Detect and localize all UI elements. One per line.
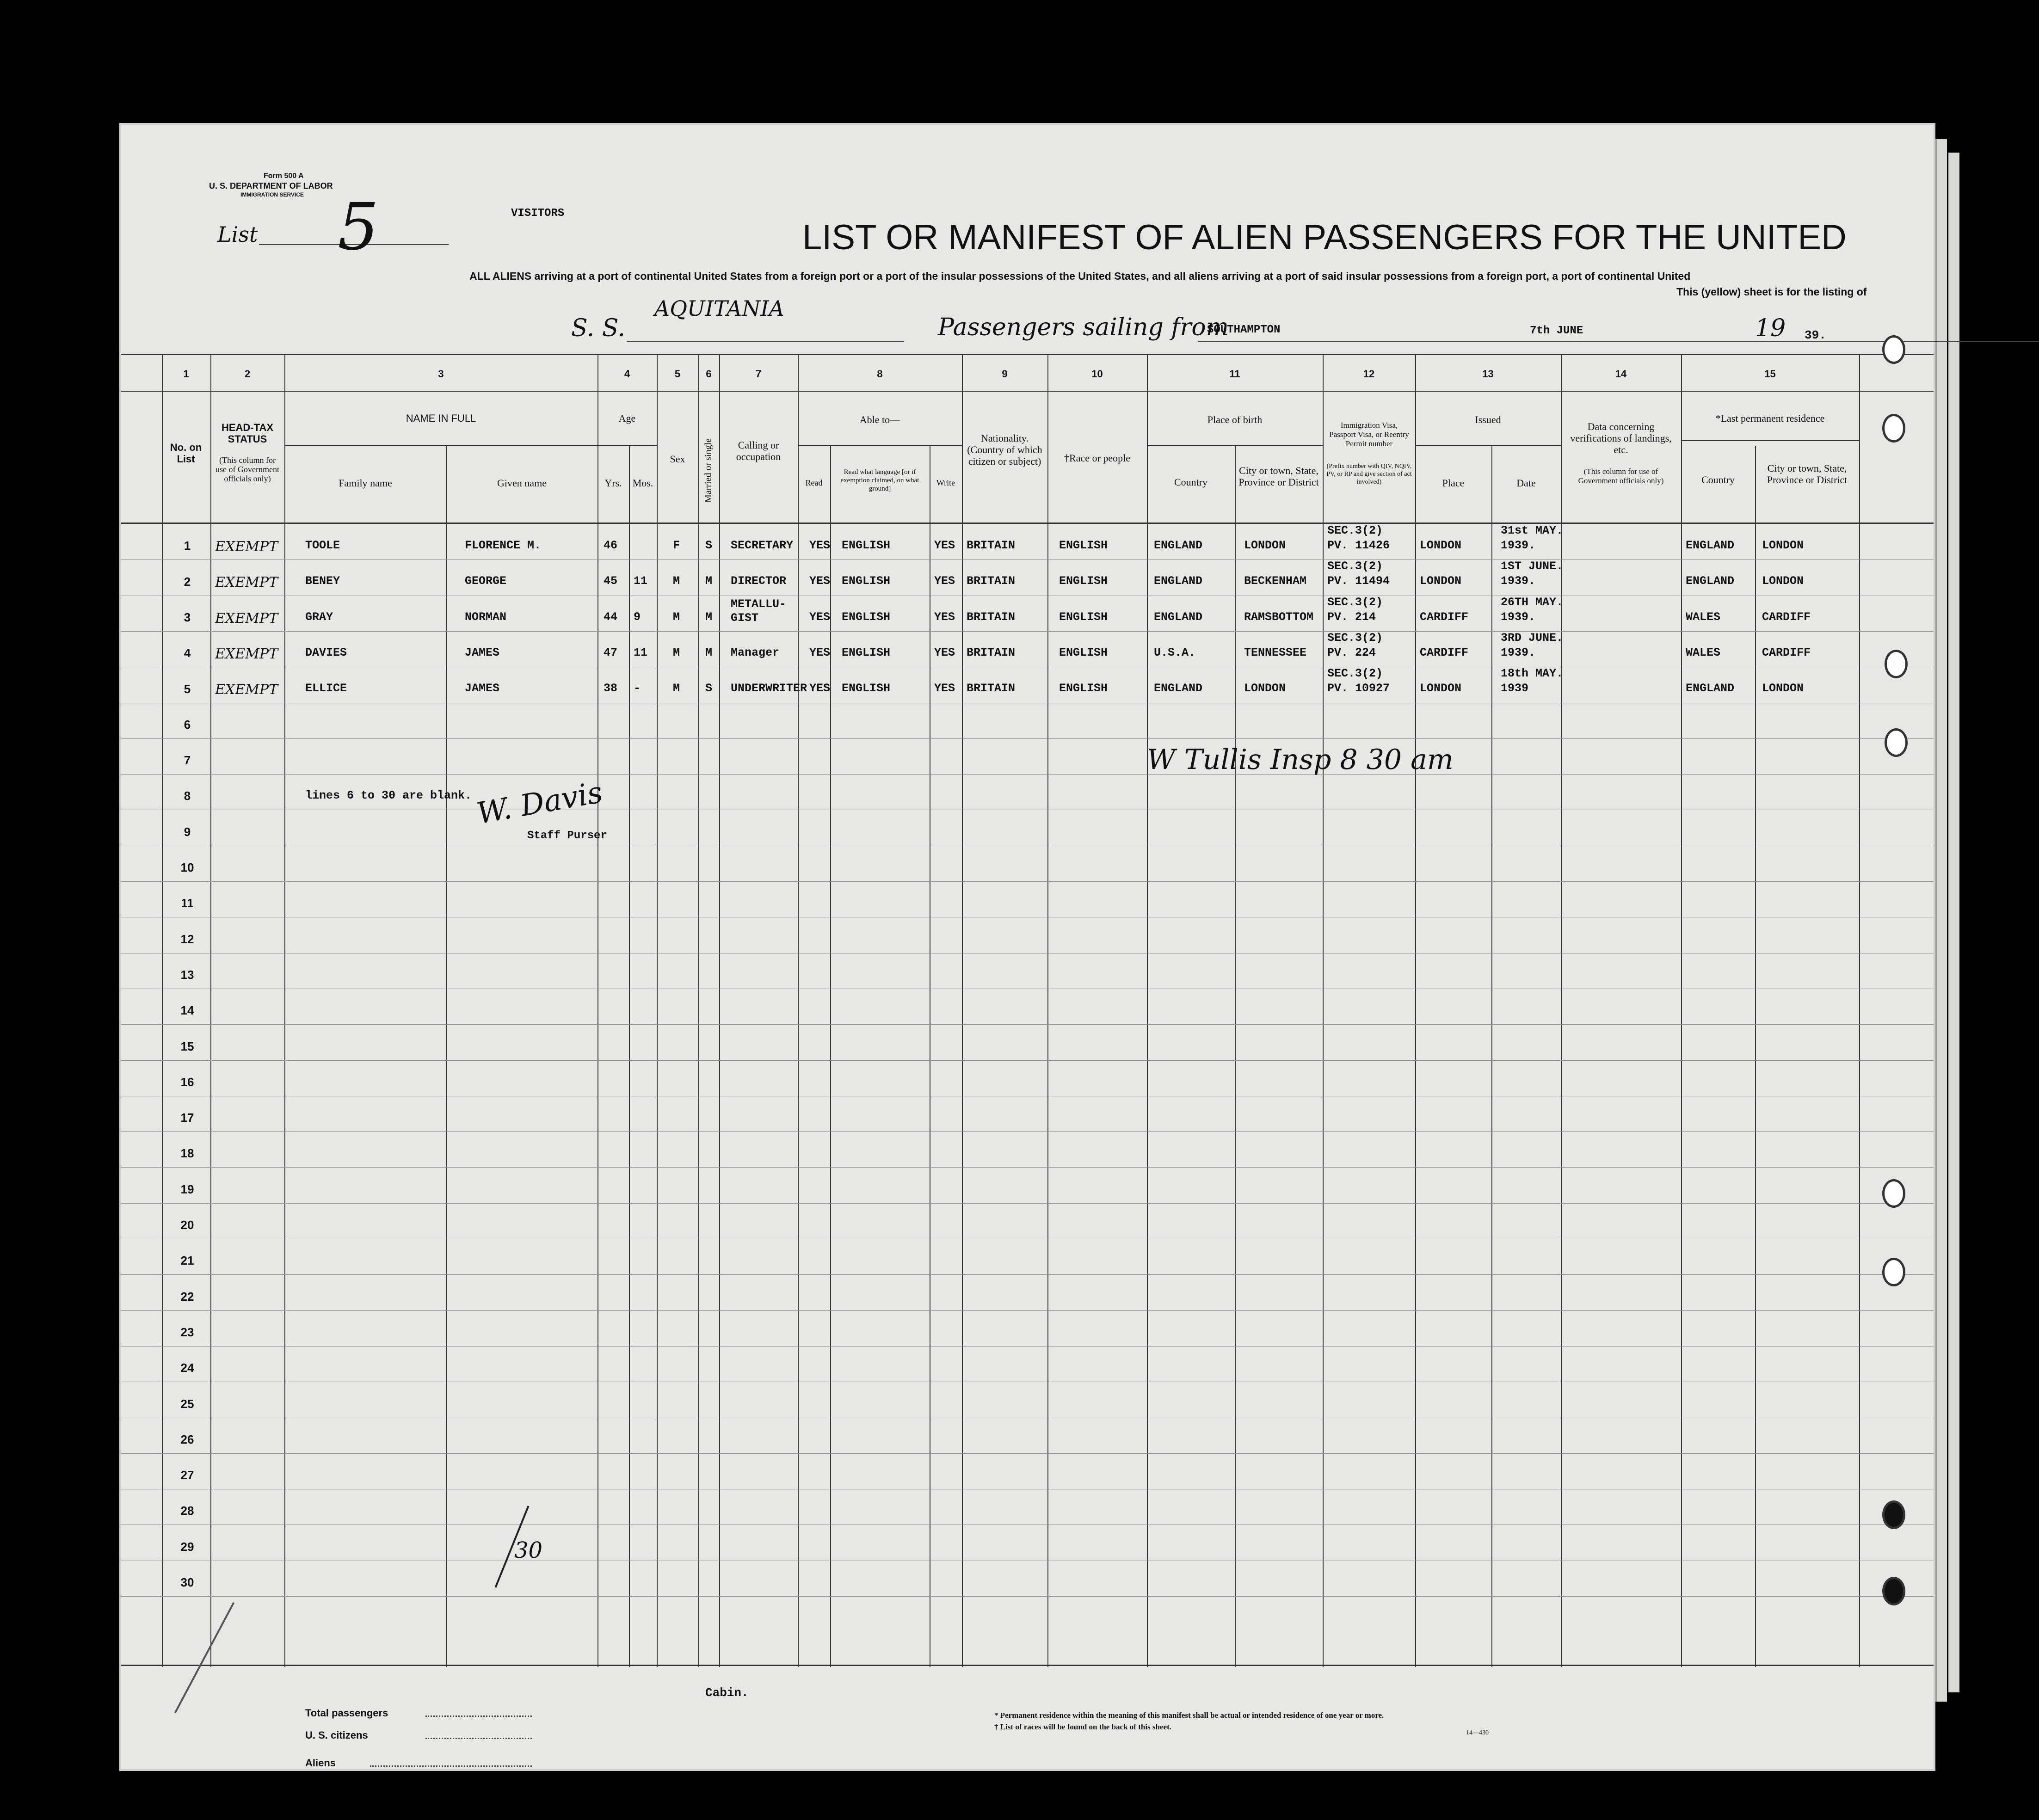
occupation: Manager xyxy=(731,646,780,659)
age-months: 9 xyxy=(634,610,641,624)
column-divider xyxy=(446,446,447,1667)
class-label: VISITORS xyxy=(511,207,565,220)
row-line xyxy=(121,1024,1934,1025)
column-number: 3 xyxy=(438,368,444,380)
column-divider xyxy=(162,354,163,1667)
row-line xyxy=(121,1167,1934,1168)
row-line xyxy=(121,1596,1934,1597)
nationality: BRITAIN xyxy=(967,539,1016,552)
header-no-on-list: No. on List xyxy=(170,442,202,465)
line-number: 21 xyxy=(180,1254,194,1268)
column-number: 1 xyxy=(183,368,189,380)
row-line xyxy=(121,774,1934,775)
footer-note-residence: * Permanent residence within the meaning of this manifest shall be actual or intended residence of one year or more. xyxy=(994,1711,1384,1720)
line-number: 2 xyxy=(184,574,191,589)
family-name: GRAY xyxy=(305,610,333,624)
line-number: 4 xyxy=(184,646,191,660)
header-name-in-full: NAME IN FULL xyxy=(406,412,476,424)
footer-total-line xyxy=(425,1715,532,1717)
subheader-rule xyxy=(798,445,962,446)
residence-country: ENGLAND xyxy=(1686,539,1735,552)
row-line xyxy=(121,631,1934,632)
residence-country: WALES xyxy=(1686,610,1721,624)
age-months: 11 xyxy=(634,574,648,588)
line-number: 25 xyxy=(180,1396,194,1411)
birth-country: ENGLAND xyxy=(1154,574,1203,588)
can-write: YES xyxy=(934,539,955,552)
department-label: U. S. DEPARTMENT OF LABOR xyxy=(209,181,333,191)
header-family-name: Family name xyxy=(339,477,392,489)
residence-city: LONDON xyxy=(1762,682,1804,695)
header-place-of-birth: Place of birth xyxy=(1207,414,1263,425)
header-visa: Immigration Visa, Passport Visa, or Reentry Permit number xyxy=(1329,421,1409,448)
can-read: YES xyxy=(809,539,831,552)
residence-city: CARDIFF xyxy=(1762,610,1811,624)
header-yrs: Yrs. xyxy=(604,477,622,489)
residence-city: CARDIFF xyxy=(1762,646,1811,659)
column-divider xyxy=(1147,354,1148,1667)
ship-name: AQUITANIA xyxy=(654,296,784,321)
header-able-to: Able to— xyxy=(859,414,900,425)
age-years: 44 xyxy=(604,610,618,624)
header-issued: Issued xyxy=(1475,414,1501,425)
header-data-concerning: Data concerning verifications of landings, etc. xyxy=(1570,421,1672,455)
year-suffix: 39. xyxy=(1805,328,1826,342)
header-nationality: Nationality. (Country of which citizen or subject) xyxy=(967,432,1042,467)
residence-country: ENGLAND xyxy=(1686,682,1735,695)
birth-city: LONDON xyxy=(1244,539,1286,552)
header-calling: Calling or occupation xyxy=(736,439,781,462)
line-number: 7 xyxy=(184,753,191,768)
line-number: 8 xyxy=(184,789,191,803)
column-number: 4 xyxy=(624,368,630,380)
can-read: YES xyxy=(809,574,831,588)
subheader-rule xyxy=(1415,445,1561,446)
issued-date: 26TH MAY. xyxy=(1501,595,1564,609)
line-number: 20 xyxy=(180,1218,194,1232)
column-divider xyxy=(1323,354,1324,1667)
purser-title: Staff Purser xyxy=(527,830,607,842)
issued-year: 1939. xyxy=(1501,574,1536,588)
subheader-rule xyxy=(1147,445,1323,446)
header-last-residence: *Last permanent residence xyxy=(1715,412,1825,424)
subheader-rule xyxy=(284,445,598,446)
line-number: 6 xyxy=(184,717,191,732)
line-number: 13 xyxy=(180,967,194,982)
column-divider xyxy=(830,446,831,1667)
line-number: 9 xyxy=(184,824,191,839)
footer-citizens-line xyxy=(425,1738,532,1739)
family-name: DAVIES xyxy=(305,646,347,659)
binding-hole xyxy=(1882,1179,1905,1208)
line-number: 19 xyxy=(180,1182,194,1196)
issued-date: 31st MAY. xyxy=(1501,524,1564,537)
sex: M xyxy=(673,682,680,695)
column-number: 8 xyxy=(877,368,883,380)
header-age: Age xyxy=(618,412,636,424)
column-number: 11 xyxy=(1229,368,1240,380)
header-city: City or town, State, Province or District xyxy=(1238,465,1319,488)
residence-country: ENGLAND xyxy=(1686,574,1735,588)
column-divider xyxy=(1681,354,1682,1667)
family-name: ELLICE xyxy=(305,682,347,695)
head-tax-status: EXEMPT xyxy=(215,610,278,627)
age-years: 46 xyxy=(604,539,618,552)
issued-year: 1939. xyxy=(1501,539,1536,552)
column-number: 12 xyxy=(1363,368,1375,380)
binding-hole xyxy=(1882,1577,1905,1605)
row-line xyxy=(121,1274,1934,1275)
header-head-tax-note: (This column for use of Government officials only) xyxy=(216,455,279,483)
given-name: GEORGE xyxy=(465,574,507,588)
age-years: 38 xyxy=(604,682,618,695)
port-underline xyxy=(1198,341,2039,342)
ship-underline xyxy=(627,341,904,342)
issued-place: LONDON xyxy=(1420,539,1462,552)
birth-country: ENGLAND xyxy=(1154,539,1203,552)
manifest-subtitle-2: This (yellow) sheet is for the listing of xyxy=(1676,286,1867,298)
ss-label: S. S. xyxy=(571,314,626,342)
visa-number: PV. 10927 xyxy=(1327,682,1390,695)
read-language: ENGLISH xyxy=(842,610,891,624)
header-country: Country xyxy=(1174,476,1208,488)
header-mos: Mos. xyxy=(632,477,653,489)
married-status: M xyxy=(705,574,713,588)
binding-hole xyxy=(1882,1258,1905,1286)
can-write: YES xyxy=(934,610,955,624)
footer-note-races: † List of races will be found on the back of this sheet. xyxy=(994,1722,1171,1731)
residence-city: LONDON xyxy=(1762,539,1804,552)
sex: F xyxy=(673,539,680,552)
head-tax-status: EXEMPT xyxy=(215,682,278,698)
race: ENGLISH xyxy=(1059,574,1108,588)
married-status: S xyxy=(705,682,713,695)
column-divider xyxy=(1859,354,1860,1667)
row-line xyxy=(121,881,1934,882)
married-status: M xyxy=(705,610,713,624)
issued-place: LONDON xyxy=(1420,574,1462,588)
list-number: 5 xyxy=(338,190,379,265)
column-divider xyxy=(1755,446,1756,1667)
occupation: DIRECTOR xyxy=(731,574,787,588)
can-read: YES xyxy=(809,610,831,624)
column-divider xyxy=(1415,354,1416,1667)
blank-lines-note: lines 6 to 30 are blank. xyxy=(305,789,472,802)
header-write: Write xyxy=(936,478,955,487)
visa-number: PV. 11426 xyxy=(1327,539,1390,552)
manifest-title: LIST OR MANIFEST OF ALIEN PASSENGERS FOR THE UNITED xyxy=(802,218,1847,257)
issued-date: 1ST JUNE. xyxy=(1501,560,1564,573)
line-number: 10 xyxy=(180,861,194,874)
header-visa-note: (Prefix number with QIV, NQIV, PV, or RP and give section of act involved) xyxy=(1326,463,1412,486)
column-number: 13 xyxy=(1482,368,1494,380)
row-line xyxy=(121,1060,1934,1061)
column-divider xyxy=(1235,446,1236,1667)
column-divider xyxy=(657,354,658,1667)
head-tax-status: EXEMPT xyxy=(215,646,278,662)
family-name: TOOLE xyxy=(305,539,340,552)
married-status: M xyxy=(705,646,713,659)
line-number: 26 xyxy=(180,1432,194,1446)
year-prefix: 19 xyxy=(1755,314,1786,342)
issued-place: CARDIFF xyxy=(1420,646,1469,659)
issued-date: 18th MAY. xyxy=(1501,667,1564,681)
footer-form-code: 14—430 xyxy=(1466,1729,1489,1736)
row-line xyxy=(121,1310,1934,1311)
header-res-country: Country xyxy=(1701,474,1735,486)
line-number: 11 xyxy=(181,896,194,910)
residence-country: WALES xyxy=(1686,646,1721,659)
given-name: JAMES xyxy=(465,646,500,659)
row-line xyxy=(121,1203,1934,1204)
subheader-rule xyxy=(1681,440,1859,441)
given-name: FLORENCE M. xyxy=(465,539,542,552)
given-name: NORMAN xyxy=(465,610,507,624)
sex: M xyxy=(673,574,680,588)
subheader-rule xyxy=(598,445,657,446)
column-divider xyxy=(962,354,963,1667)
issued-year: 1939 xyxy=(1501,682,1529,695)
line-number: 23 xyxy=(180,1325,194,1339)
header-race: †Race or people xyxy=(1064,452,1130,464)
row-line xyxy=(121,1131,1934,1132)
header-sex: Sex xyxy=(670,453,685,465)
column-divider xyxy=(798,354,799,1667)
form-number: Form 500 A xyxy=(264,172,304,180)
race: ENGLISH xyxy=(1059,646,1108,659)
footer-total-passengers: Total passengers xyxy=(305,1707,388,1719)
line-number: 5 xyxy=(184,682,191,696)
column-divider xyxy=(1561,354,1562,1667)
sailing-date: 7th JUNE xyxy=(1530,325,1583,337)
column-divider xyxy=(284,354,285,1667)
binding-hole xyxy=(1885,728,1908,757)
visa-section: SEC.3(2) xyxy=(1327,595,1383,609)
page-edge xyxy=(1948,153,1959,1692)
table-top-border xyxy=(121,354,1934,355)
line-number: 24 xyxy=(180,1361,194,1375)
line-number: 1 xyxy=(184,539,191,553)
visa-section: SEC.3(2) xyxy=(1327,631,1383,645)
column-divider xyxy=(698,354,699,1667)
line-number: 3 xyxy=(184,610,191,624)
header-data-note: (This column for use of Government officials only) xyxy=(1578,467,1664,485)
visa-section: SEC.3(2) xyxy=(1327,560,1383,573)
birth-city: BECKENHAM xyxy=(1244,574,1307,588)
column-number: 9 xyxy=(1002,368,1008,380)
visa-section: SEC.3(2) xyxy=(1327,667,1383,681)
line-number: 27 xyxy=(180,1468,194,1482)
line-number: 28 xyxy=(180,1504,194,1518)
row-line xyxy=(121,738,1934,739)
occupation: UNDERWRITER xyxy=(731,682,807,695)
line-number: 30 xyxy=(180,1575,194,1589)
column-divider xyxy=(1491,446,1492,1667)
service-label: IMMIGRATION SERVICE xyxy=(240,191,304,198)
birth-city: TENNESSEE xyxy=(1244,646,1307,659)
binding-hole xyxy=(1882,335,1905,364)
port-name: SOUTHAMPTON xyxy=(1207,324,1281,336)
header-given-name: Given name xyxy=(497,477,547,489)
head-tax-status: EXEMPT xyxy=(215,539,278,555)
age-months: 11 xyxy=(634,646,648,659)
can-read: YES xyxy=(809,682,831,695)
read-language: ENGLISH xyxy=(842,574,891,588)
row-line xyxy=(121,1453,1934,1454)
age-years: 47 xyxy=(604,646,618,659)
occupation: METALLU- GIST xyxy=(731,597,787,625)
footer-us-citizens: U. S. citizens xyxy=(305,1729,368,1741)
line-number: 22 xyxy=(180,1289,194,1304)
read-language: ENGLISH xyxy=(842,646,891,659)
line-number: 18 xyxy=(180,1146,194,1161)
married-status: S xyxy=(705,539,713,552)
line-number: 12 xyxy=(180,932,194,946)
column-number: 15 xyxy=(1764,368,1776,380)
issued-date: 3RD JUNE. xyxy=(1501,631,1564,645)
issued-year: 1939. xyxy=(1501,610,1536,624)
column-number-border xyxy=(121,391,1934,392)
column-divider xyxy=(719,354,720,1667)
visa-number: PV. 11494 xyxy=(1327,574,1390,588)
can-read: YES xyxy=(809,646,831,659)
issued-place: LONDON xyxy=(1420,682,1462,695)
footer-aliens-line xyxy=(370,1765,532,1767)
nationality: BRITAIN xyxy=(967,646,1016,659)
header-place: Place xyxy=(1442,477,1465,489)
line-number: 29 xyxy=(180,1539,194,1554)
nationality: BRITAIN xyxy=(967,682,1016,695)
header-read-language: Read what language [or if exemption claimed, on what ground] xyxy=(840,468,919,492)
given-name: JAMES xyxy=(465,682,500,695)
binding-hole xyxy=(1885,650,1908,678)
birth-country: U.S.A. xyxy=(1154,646,1196,659)
manifest-subtitle-1: ALL ALIENS arriving at a port of continental United States from a foreign port or a port of the insular possessions of the United States, and all aliens arriving at a port of said insular possessions from a foreign port, a port of continental United xyxy=(469,270,1691,282)
column-divider xyxy=(629,446,630,1667)
birth-country: ENGLAND xyxy=(1154,682,1203,695)
header-res-city: City or town, State, Province or District xyxy=(1767,462,1848,486)
footer-class: Cabin. xyxy=(705,1686,749,1700)
occupation: SECRETARY xyxy=(731,539,794,552)
line-number: 16 xyxy=(180,1075,194,1089)
column-number: 2 xyxy=(244,368,251,380)
line-number: 15 xyxy=(180,1039,194,1053)
row-line xyxy=(121,1346,1934,1347)
family-name: BENEY xyxy=(305,574,340,588)
footer-aliens: Aliens xyxy=(305,1757,336,1769)
column-number: 14 xyxy=(1615,368,1627,380)
age-months: - xyxy=(634,682,641,695)
column-number: 6 xyxy=(706,368,712,380)
header-bottom-border xyxy=(121,523,1934,524)
line-number: 17 xyxy=(180,1111,194,1125)
column-divider xyxy=(210,354,211,1667)
header-read: Read xyxy=(805,478,823,487)
column-number: 7 xyxy=(755,368,762,380)
issued-year: 1939. xyxy=(1501,646,1536,659)
race: ENGLISH xyxy=(1059,682,1108,695)
read-language: ENGLISH xyxy=(842,539,891,552)
head-tax-status: EXEMPT xyxy=(215,574,278,591)
read-language: ENGLISH xyxy=(842,682,891,695)
birth-country: ENGLAND xyxy=(1154,610,1203,624)
sex: M xyxy=(673,646,680,659)
line-number: 14 xyxy=(180,1003,194,1018)
race: ENGLISH xyxy=(1059,539,1108,552)
can-write: YES xyxy=(934,646,955,659)
sex: M xyxy=(673,610,680,624)
binding-hole xyxy=(1882,1500,1905,1529)
column-number: 5 xyxy=(674,368,681,380)
nationality: BRITAIN xyxy=(967,574,1016,588)
sailing-label: Passengers sailing from xyxy=(938,314,1229,341)
can-write: YES xyxy=(934,574,955,588)
birth-city: RAMSBOTTOM xyxy=(1244,610,1314,624)
binding-hole xyxy=(1882,414,1905,443)
page-edge xyxy=(1935,139,1947,1702)
residence-city: LONDON xyxy=(1762,574,1804,588)
header-date: Date xyxy=(1516,477,1536,489)
column-number: 10 xyxy=(1091,368,1103,380)
visa-section: SEC.3(2) xyxy=(1327,524,1383,537)
birth-city: LONDON xyxy=(1244,682,1286,695)
list-label: List xyxy=(217,222,258,247)
count-mark: 30 xyxy=(514,1537,543,1563)
age-years: 45 xyxy=(604,574,618,588)
purser-signature: W. Davis xyxy=(474,775,605,831)
race: ENGLISH xyxy=(1059,610,1108,624)
inspector-note: W Tullis Insp 8 30 am xyxy=(1147,744,1454,776)
visa-number: PV. 214 xyxy=(1327,610,1376,624)
nationality: BRITAIN xyxy=(967,610,1016,624)
header-head-tax: HEAD-TAX STATUS xyxy=(221,422,274,445)
column-divider xyxy=(1047,354,1048,1667)
table-bottom-border xyxy=(121,1665,1934,1666)
header-married: Married or single xyxy=(703,438,714,503)
visa-number: PV. 224 xyxy=(1327,646,1376,659)
can-write: YES xyxy=(934,682,955,695)
issued-place: CARDIFF xyxy=(1420,610,1469,624)
